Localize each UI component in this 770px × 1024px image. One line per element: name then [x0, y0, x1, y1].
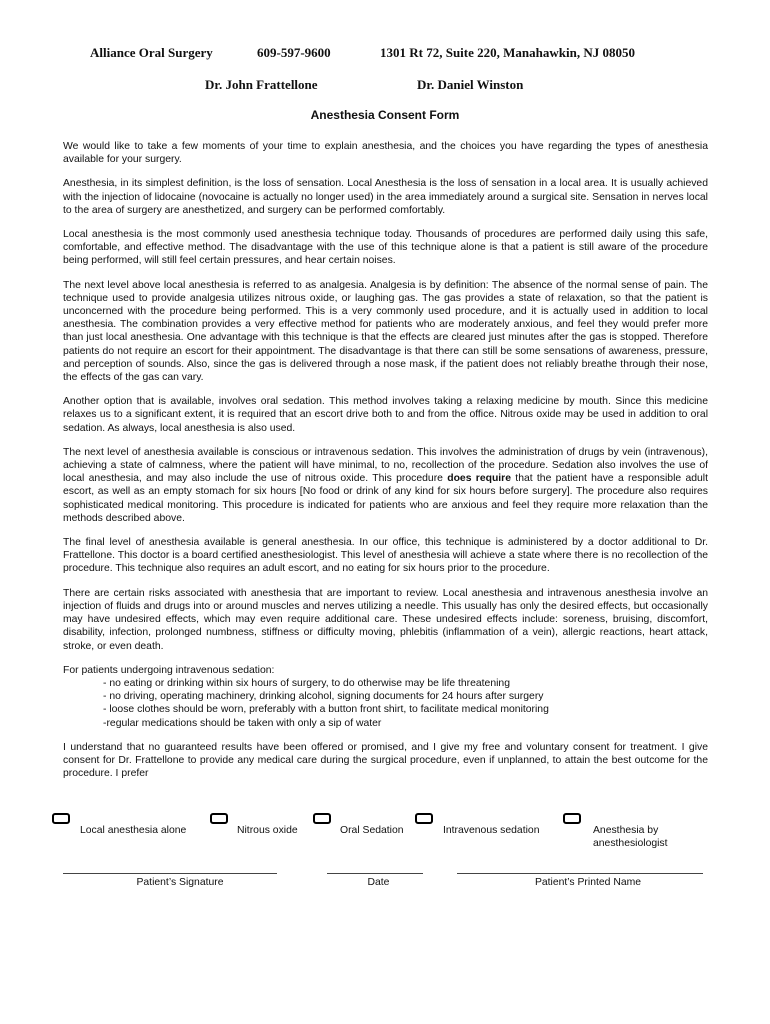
sedation-rule: - loose clothes should be worn, preferably with a button front shirt, to facilitate medical monitoring	[103, 704, 549, 716]
sedation-intro: For patients undergoing intravenous sedation:	[63, 664, 275, 676]
doctor-name-2: Dr. Daniel Winston	[417, 77, 524, 92]
sedation-rule: - no driving, operating machinery, drinking alcohol, signing documents for 24 hours after surgery	[103, 691, 544, 703]
anesthesia-definition-paragraph: Anesthesia, in its simplest definition, is the loss of sensation. Local Anesthesia is the loss of sensation in a local area. It is usually achieved with the injection of lidocaine (novocaine is actually no longer used) in the area immediately around a surgical site. Sensation in nerves local to the area of surgery are anesthetized, and surgery can be performed comfortably.	[63, 178, 708, 216]
printed-name-label: Patient’s Printed Name	[534, 877, 642, 888]
printed-name-line[interactable]	[457, 873, 703, 874]
form-title: Anesthesia Consent Form	[310, 108, 460, 122]
iv-text-after: that the patient have a responsible adult escort, as well as an empty stomach for six hours [No food or drink of any kind for six hours before surgery]. The procedure also requires sophisticated medical monitoring. This procedure is indicated for patients who are anxious and feel they require more relaxation than the methods described above.	[63, 473, 708, 524]
local-anesthesia-paragraph: Local anesthesia is the most commonly used anesthesia technique today. Thousands of procedures are performed daily using this safe, comfortable, and effective method. The disadvantage with the use of this technique alone is that a patient is still aware of the procedure being performed, will still feel certain pressures, and hear certain noises.	[63, 229, 708, 267]
option-local-label: Local anesthesia alone	[80, 825, 187, 836]
sedation-rules	[63, 664, 708, 730]
practice-phone: 609-597-9600	[257, 45, 331, 60]
general-anesthesia-paragraph: The final level of anesthesia available is general anesthesia. In our office, this technique is administered by a doctor additional to Dr. Frattellone. This doctor is a board certified anesthesiologist. This level of anesthesia will achieve a state where there is no recollection of the procedure. This technique also requires an adult escort, and no eating for six hours prior to the procedure.	[63, 537, 708, 575]
form-body	[63, 140, 708, 791]
iv-text-emphasis: does require	[447, 473, 512, 485]
doctor-name-1: Dr. John Frattellone	[205, 77, 318, 92]
date-label: Date	[367, 877, 390, 888]
date-line[interactable]	[327, 873, 423, 874]
patient-signature-label: Patient’s Signature	[136, 877, 224, 888]
sedation-rule: -regular medications should be taken with only a sip of water	[103, 717, 382, 729]
option-nitrous-label: Nitrous oxide	[237, 825, 298, 836]
option-iv-checkbox[interactable]	[415, 813, 433, 824]
practice-name: Alliance Oral Surgery	[90, 45, 213, 60]
option-local-checkbox[interactable]	[52, 813, 70, 824]
option-oral-label: Oral Sedation	[340, 825, 404, 836]
patient-signature-line[interactable]	[63, 873, 277, 874]
option-iv-label: Intravenous sedation	[443, 825, 540, 836]
option-nitrous-checkbox[interactable]	[210, 813, 228, 824]
sedation-rule: - no eating or drinking within six hours of surgery, to do otherwise may be life threatening	[103, 677, 510, 689]
iv-sedation-paragraph	[63, 446, 708, 525]
practice-address: 1301 Rt 72, Suite 220, Manahawkin, NJ 08050	[380, 45, 635, 60]
oral-sedation-paragraph: Another option that is available, involves oral sedation. This method involves taking a relaxing medicine by mouth. Since this medicine relaxes us to a significant extent, it is required that an escort drive both to and from the office. Nitrous oxide may be used in addition to oral sedation. As always, local anesthesia is also used.	[63, 396, 708, 434]
option-oral-checkbox[interactable]	[313, 813, 331, 824]
option-anesthesiologist-checkbox[interactable]	[563, 813, 581, 824]
iv-text-before: The next level of anesthesia available is conscious or intravenous sedation. This involves the administration of drugs by vein (intravenous), achieving a state of calmness, where the patient will have minimal, to no, recollection of the procedure. Sedation also involves the use of local anesthesia, and may also include the use of nitrous oxide. This procedure	[63, 446, 708, 485]
intro-paragraph: We would like to take a few moments of your time to explain anesthesia, and the choices you have regarding the types of anesthesia available for your surgery.	[63, 141, 708, 166]
option-anesthesiologist-label: Anesthesia by anesthesiologist	[593, 825, 668, 849]
analgesia-paragraph: The next level above local anesthesia is referred to as analgesia. Analgesia is by definition: The absence of the normal sense of pain. The technique used to provide analgesia utilizes nitrous oxide, or laughing gas. The gas provides a state of relaxation, so that the patient is unconcerned with the procedure being performed. This is a very commonly used procedure, and it is actually used in addition to local anesthesia. The combination provides a very effective method for patients who are moderately anxious, and feel they would prefer more than just local anesthesia. One advantage with this technique is that the effects are cleared just minutes after the gas is stopped. Therefore patients do not require an escort for their appointment. The disadvantage is that there can still be some sensations of awareness, pressure, and perception of sounds. Also, since the gas is delivered through a nose mask, if the patient does not reliably breathe through their nose, the effects of the gas can vary.	[63, 279, 708, 384]
risks-paragraph: There are certain risks associated with anesthesia that are important to review. Local anesthesia and intravenous anesthesia involve an injection of fluids and drugs into or around muscles and nerves utilizing a needle. This usually has only the desired effects, but occasionally may have undesired effects, which may even require additional care. These undesired effects include: soreness, bruising, discomfort, disability, infection, prolonged numbness, stiffness or difficulty moving, phlebitis (inflammation of a vein), allergic reactions, heart attack, stroke, or even death.	[63, 587, 708, 652]
consent-paragraph: I understand that no guaranteed results have been offered or promised, and I give my free and voluntary consent for treatment. I give consent for Dr. Frattellone to provide any medical care during the surgical procedure, even if unplanned, to attain the best outcome for the procedure. I prefer	[63, 741, 708, 780]
